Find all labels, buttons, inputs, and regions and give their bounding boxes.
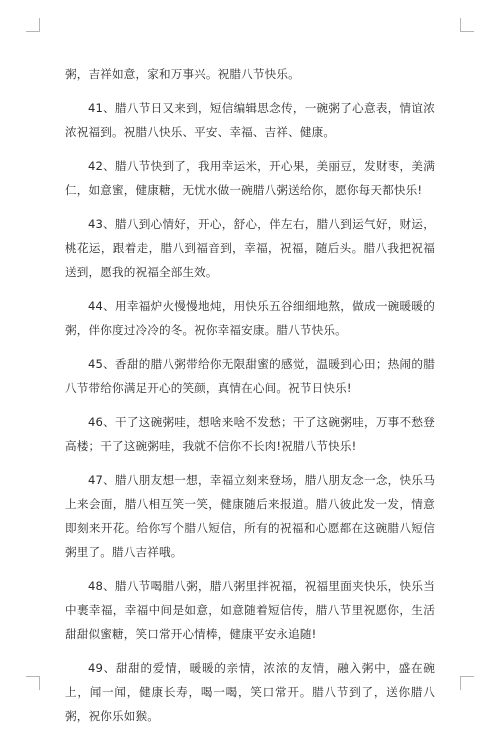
paragraph-46: 46、干了这碗粥哇，想啥来啥不发愁；干了这碗粥哇，万事不愁登高楼；干了这碗粥哇，我就不信你不长肉!祝腊八节快乐! <box>65 415 435 453</box>
paragraph-42: 42、腊八节快到了，我用幸运米，开心果，美丽豆，发财枣，美满仁，如意蜜，健康糖，无忧水做一碗腊八粥送给你，愿你每天都快乐! <box>65 159 435 197</box>
crop-mark-bottom-left <box>26 676 40 690</box>
crop-mark-top-right <box>460 18 474 32</box>
paragraph-40-continuation: 粥，吉祥如意，家和万事兴。祝腊八节快乐。 <box>65 67 300 81</box>
paragraph-44: 44、用幸福炉火慢慢地炖，用快乐五谷细细地熬，做成一碗暖暖的粥，伴你度过冷冷的冬。祝你幸福安康。腊八节快乐。 <box>65 299 435 337</box>
paragraph-45: 45、香甜的腊八粥带给你无限甜蜜的感觉，温暖到心田；热闹的腊八节带给你满足开心的笑颜，真情在心间。祝节日快乐! <box>65 357 435 395</box>
paragraph-43: 43、腊八到心情好，开心，舒心，伴左右，腊八到运气好，财运，桃花运，跟着走，腊八到福音到，幸福，祝福，随后头。腊八我把祝福送到，愿我的祝福全部生效。 <box>65 217 435 279</box>
paragraph-49: 49、甜甜的爱情，暖暖的亲情，浓浓的友情，融入粥中，盛在碗上，闻一闻，健康长寿，喝一喝，笑口常开。腊八节到了，送你腊八粥，祝你乐如猴。 <box>65 661 435 723</box>
document-body <box>65 62 435 738</box>
paragraph-48: 48、腊八节喝腊八粥，腊八粥里拌祝福，祝福里面夹快乐，快乐当中裹幸福，幸福中间是如意，如意随着短信传，腊八节里祝愿你，生活甜甜似蜜糖，笑口常开心情棒，健康平安永追随! <box>65 579 435 641</box>
crop-mark-top-left <box>26 18 40 32</box>
crop-mark-bottom-right <box>460 676 474 690</box>
paragraph-47: 47、腊八朋友想一想，幸福立刻来登场，腊八朋友念一念，快乐马上来会面，腊八相互笑一笑，健康随后来报道。腊八彼此发一发，情意即刻来开花。给你写个腊八短信，所有的祝福和心愿都在这碗腊八短信粥里了。腊八吉祥哦。 <box>65 473 435 559</box>
paragraph-41: 41、腊八节日又来到，短信编辑思念传，一碗粥了心意表，情谊浓浓祝福到。祝腊八快乐、平安、幸福、吉祥、健康。 <box>65 101 435 139</box>
